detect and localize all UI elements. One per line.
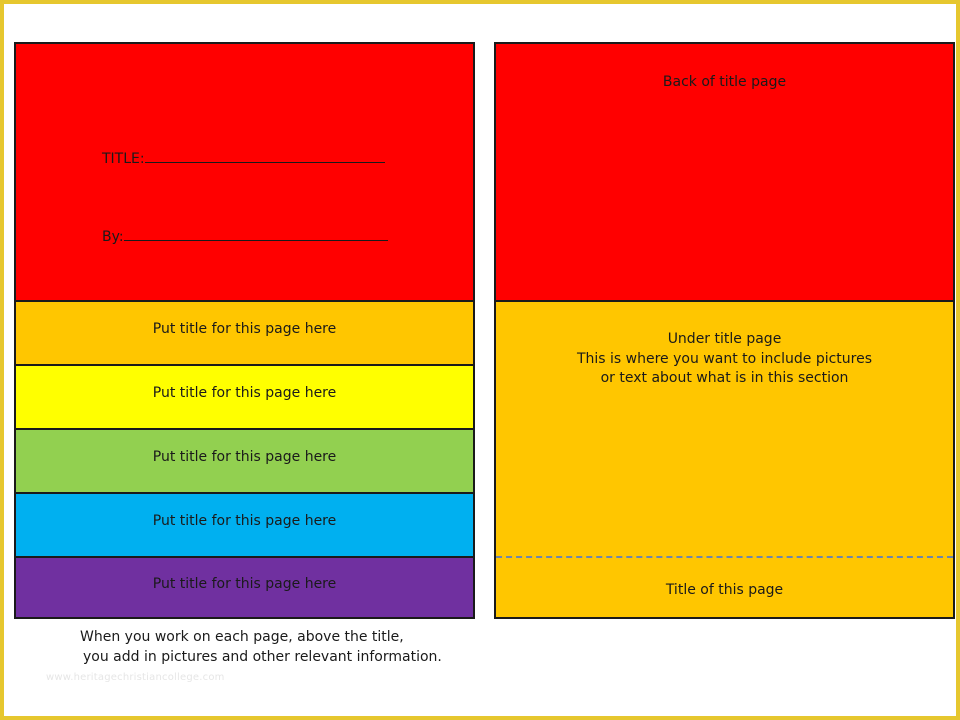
under-title-line: or text about what is in this section: [600, 370, 849, 386]
tab-band-yellow: [16, 364, 473, 428]
instruction-line-2: you add in pictures and other relevant information.: [83, 649, 442, 665]
instruction-line-1: When you work on each page, above the title,: [80, 629, 404, 645]
instruction-note: [80, 627, 442, 667]
watermark: www.heritagechristiancollege.com: [46, 672, 225, 683]
under-title-text: [496, 330, 953, 389]
back-of-title-section: [496, 44, 953, 300]
author-blank: [124, 228, 388, 241]
tab-band-blue: [16, 492, 473, 556]
flipbook-page-detail: [494, 42, 955, 619]
under-title-line: Under title page: [667, 331, 782, 347]
band-label: Put title for this page here: [152, 575, 337, 592]
by-label: By:: [102, 229, 124, 245]
under-title-section: [496, 300, 953, 617]
title-blank: [145, 150, 385, 163]
flipbook-front: [14, 42, 475, 619]
back-of-title-label: Back of title page: [662, 74, 787, 90]
tab-band-purple: [16, 556, 473, 617]
band-label: Put title for this page here: [152, 449, 337, 465]
cover-section: [16, 44, 473, 300]
tab-band-green: [16, 428, 473, 492]
title-label: TITLE:: [102, 151, 145, 167]
fold-line: [496, 556, 953, 558]
under-title-line: This is where you want to include pictures: [576, 350, 873, 367]
band-label: Put title for this page here: [152, 385, 337, 401]
cover-author-line: [102, 228, 388, 245]
tab-band-orange: [16, 300, 473, 364]
page-title-label: Title of this page: [665, 582, 784, 598]
band-label: Put title for this page here: [152, 321, 337, 337]
cover-title-line: [102, 150, 385, 167]
band-label: Put title for this page here: [152, 513, 337, 529]
